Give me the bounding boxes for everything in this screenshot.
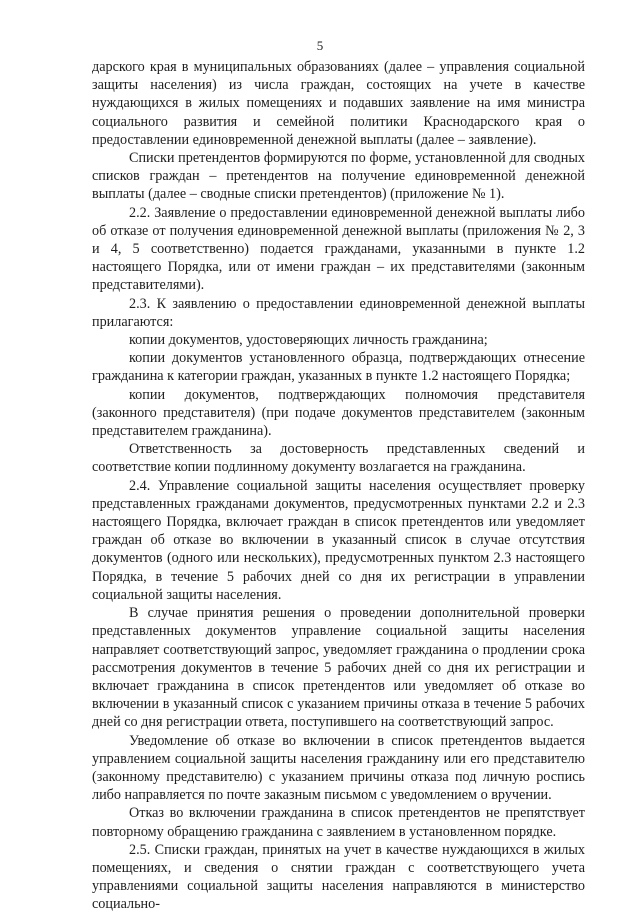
paragraph-continuation: дарского края в муниципальных образованиях (далее – управления социальной защиты населения) из числа граждан, состоящих на учете в качестве нуждающихся в жилых помещениях и подавших заявление на имя министра социального развития и семейной политики Краснодарского края о предоставлении единовременной денежной выплаты (далее – заявление). — [92, 59, 585, 148]
paragraph-repeat-application: Отказ во включении гражданина в список претендентов не препятствует повторному обращению гражданина с заявлением в установленном порядке. — [92, 805, 585, 840]
paragraph-candidate-lists-form: Списки претендентов формируются по форме, установленной для сводных списков граждан – претендентов на получение единовременной денежной выплаты (далее – сводные списки претендентов) (приложение № 1). — [92, 150, 585, 203]
paragraph-2-2: 2.2. Заявление о предоставлении единовременной денежной выплаты либо об отказе от получения единовременной денежной выплаты (приложения № 2, 3 и 4, 5 соответственно) подается гражданами, указанными в пункте 1.2 настоящего Порядка, или от имени граждан – их представителями (законным представителями). — [92, 204, 585, 294]
paragraph-responsibility: Ответственность за достоверность представленных сведений и соответствие копии подлинному документу возлагается на гражданина. — [92, 441, 585, 476]
paragraph-refusal-notice: Уведомление об отказе во включении в список претендентов выдается управлением социальной защиты населения гражданину или его представителю (законному представителю) с указанием причины отказа под личную роспись либо направляется по почте заказным письмом с уведомлением о вручении. — [92, 732, 585, 804]
paragraph-2-4: 2.4. Управление социальной защиты населения осуществляет проверку представленных гражданами документов, предусмотренных пунктами 2.2 и 2.3 настоящего Порядка, включает граждан в список претендентов или уведомляет граждан об отказе во включении в указанный список в случае отсутствия документов (одного или нескольких), предусмотренных пунктом 2.3 настоящего Порядка, в течение 5 рабочих дней со дня их регистрации в управлении социальной защиты населения. — [92, 477, 585, 603]
paragraph-2-3: 2.3. К заявлению о предоставлении единовременной денежной выплаты прилагаются: — [92, 295, 585, 330]
paragraph-identity-documents: копии документов, удостоверяющих личность гражданина; — [129, 332, 488, 349]
paragraph-2-5: 2.5. Списки граждан, принятых на учет в качестве нуждающихся в жилых помещениях, и сведения о снятии граждан с соответствующего учета управлениями социальной защиты населения направляются в министерство социально- — [92, 841, 585, 913]
paragraph-category-documents: копии документов установленного образца, подтверждающих отнесение гражданина к категории граждан, указанных в пункте 1.2 настоящего Порядка; — [92, 350, 585, 385]
paragraph-representative-documents: копии документов, подтверждающих полномочия представителя (законного представителя) (при подаче документов представителем (законным представителем гражданина). — [92, 386, 585, 440]
page-number: 5 — [316, 38, 324, 53]
paragraph-additional-check: В случае принятия решения о проведении дополнительной проверки представленных документов управление социальной защиты населения направляет соответствующий запрос, уведомляет гражданина о продлении срока рассмотрения документов в течение 5 рабочих дней со дня их регистрации и включает гражданина в список претендентов или уведомляет об отказе во включении в указанный список с указанием причины отказа в течение 5 рабочих дней со дня регистрации ответа, поступившего на соответствующий запрос. — [92, 605, 585, 731]
document-body — [92, 58, 585, 914]
